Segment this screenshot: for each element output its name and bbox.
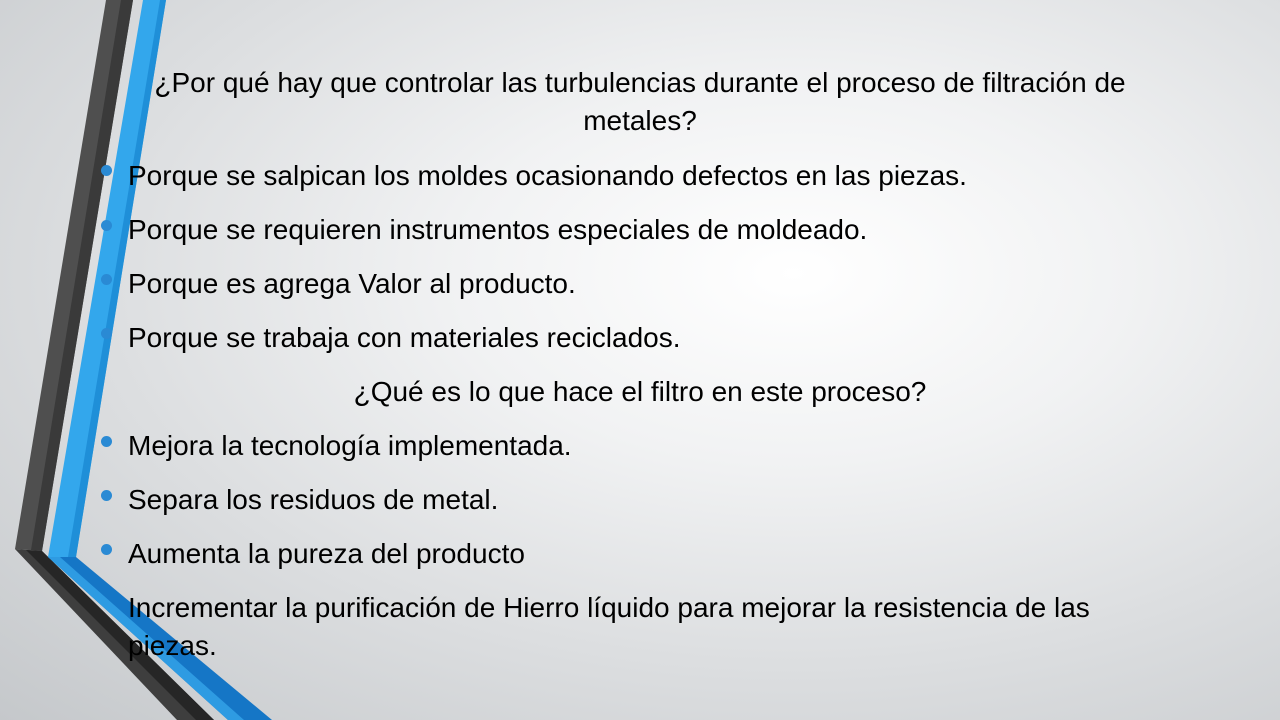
answer-item-splash-molds: Porque se salpican los moldes ocasionando defectos en las piezas. [128, 160, 967, 191]
answer-item-separates-residues: Separa los residuos de metal. [128, 484, 499, 515]
bullet-icon [101, 490, 112, 501]
bullet-icon [101, 544, 112, 555]
bullet-icon [101, 274, 112, 285]
answer-item-increases-purity: Aumenta la pureza del producto [128, 538, 525, 569]
bullet-icon [101, 220, 112, 231]
bullet-icon [101, 165, 112, 176]
bullet-icon [101, 328, 112, 339]
question-heading-turbulence: ¿Por qué hay que controlar las turbulencias durante el proceso de filtración de metales? [154, 67, 1126, 136]
closing-paragraph: Incrementar la purificación de Hierro líquido para mejorar la resistencia de las piezas. [128, 592, 1090, 661]
question-heading-filter: ¿Qué es lo que hace el filtro en este proceso? [353, 376, 927, 407]
bullet-icon [101, 436, 112, 447]
answer-item-adds-value: Porque es agrega Valor al producto. [128, 268, 576, 299]
answer-item-special-instruments: Porque se requieren instrumentos especiales de moldeado. [128, 214, 868, 245]
answer-item-recycled-materials: Porque se trabaja con materiales reciclados. [128, 322, 681, 353]
answer-item-improves-technology: Mejora la tecnología implementada. [128, 430, 572, 461]
